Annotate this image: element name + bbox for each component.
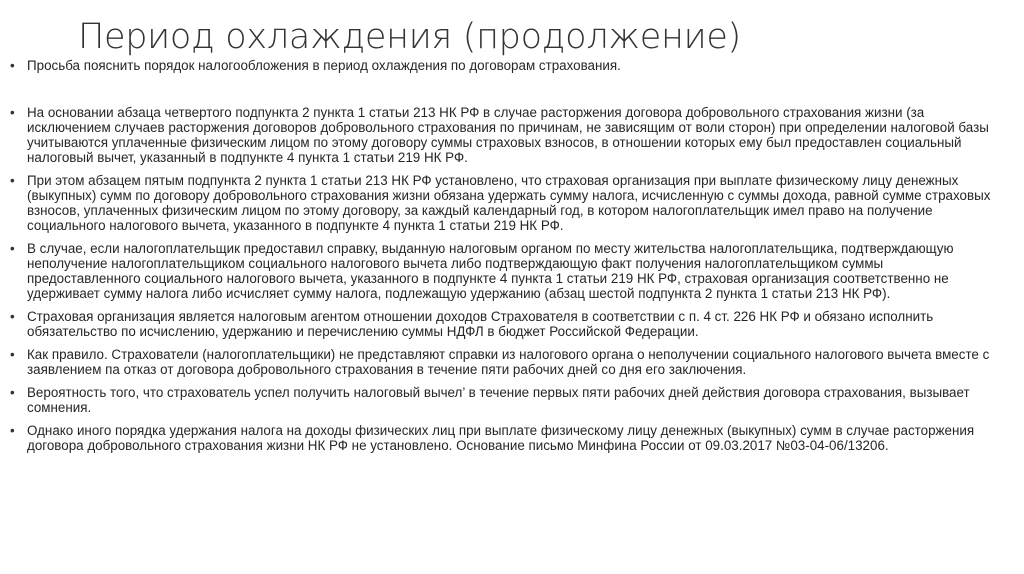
bullet-item: • Как правило. Страхователи (налогоплательщики) не представляют справки из налогового органа о неполучении социального налогового вычета вместе с заявлением па отказ от договора добровольного страхования в течение пяти рабочих дней со дня его заключения. xyxy=(10,347,1000,377)
bullet-item: • При этом абзацем пятым подпункта 2 пункта 1 статьи 213 НК РФ установлено, что страховая организация при выплате физическому лицу денежных (выкупных) сумм по договору добровольного страхования жизни обязана удержать сумму налога, исчисленную с суммы дохода, равной сумме страховых взносов, уплаченных физическим лицом по этому договору, за каждый календарный год, в котором налогоплательщик имел право на получение социального налогового вычета, указанного в подпункте 4 пункта 1 статьи 219 НК РФ. xyxy=(10,173,1000,233)
bullet-item: • Страховая организация является налоговым агентом отношении доходов Страхователя в соответствии с п. 4 ст. 226 НК РФ и обязано исполнить обязательство по исчислению, удержанию и перечислению суммы НДФЛ в бюджет Российской Федерации. xyxy=(10,309,1000,339)
bullet-item: • На основании абзаца четвертого подпункта 2 пункта 1 статьи 213 НК РФ в случае расторжения договора добровольного страхования жизни (за исключением случаев расторжения договоров добровольного страхования по причинам, не зависящим от воли сторон) при определении налоговой базы учитываются уплаченные физическим лицом по этому договору суммы страховых взносов, в отношении которых ему был предоставлен социальный налоговый вычет, указанный в подпункте 4 пункта 1 статьи 219 НК РФ. xyxy=(10,105,1000,165)
bullet-item: • Просьба пояснить порядок налогообложения в период охлаждения по договорам страхования. xyxy=(10,58,1000,73)
bullet-item: • Вероятность того, что страхователь успел получить налоговый вычел’ в течение первых пяти рабочих дней действия договора страхования, вызывает сомнения. xyxy=(10,385,1000,415)
slide-title: Период охлаждения (продолжение) xyxy=(78,17,741,57)
bullet-item: • Однако иного порядка удержания налога на доходы физических лиц при выплате физическому лицу денежных (выкупных) сумм в случае расторжения договора добровольного страхования жизни НК РФ не установлено. Основание письмо Минфина России от 09.03.2017 №03-04-06/13206. xyxy=(10,423,1000,453)
bullet-item: • В случае, если налогоплательщик предоставил справку, выданную налоговым органом по месту жительства налогоплательщика, подтверждающую неполучение налогоплательщиком социального налогового вычета либо подтверждающую факт получения налогоплательщиком суммы предоставленного социального налогового вычета, указанного в подпункте 4 пункта 1 статьи 219 НК РФ, страховая организация соответственно не удерживает сумму налога либо исчисляет сумму налога, подлежащую удержанию (абзац шестой подпункта 2 пункта 1 статьи 213 НК РФ). xyxy=(10,241,1000,301)
bullet-list xyxy=(10,58,1000,453)
